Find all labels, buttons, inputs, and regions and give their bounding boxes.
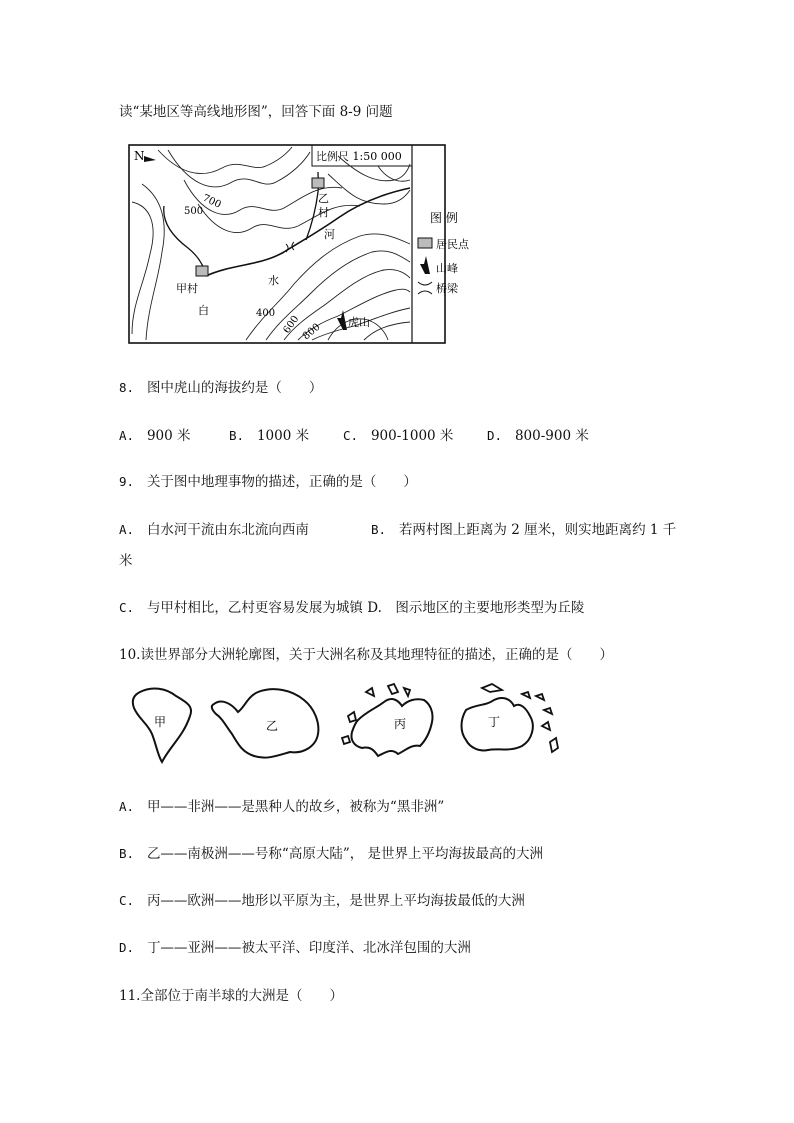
legend-bridge-label: 桥梁 [436, 282, 458, 295]
q9-option-b-text: 若两村图上距离为 2 厘米，则实地距离约 1 千 [398, 522, 677, 538]
q8-stem [119, 378, 322, 398]
q11-stem: 11.全部位于南半球的大洲是（ ） [119, 988, 343, 1004]
yi-village-icon [312, 178, 324, 188]
q8-option-a [119, 426, 191, 446]
question-intro: 读“某地区等高线地形图”，回答下面 8-9 问题 [119, 104, 393, 120]
q10-option-a-letter: A. [119, 799, 135, 814]
label-he: 河 [324, 228, 335, 241]
label-shui: 水 [268, 274, 279, 287]
q8-option-c [343, 426, 453, 446]
q8-text: 图中虎山的海拔约是（ ） [146, 380, 323, 396]
q10-option-c-text: 丙——欧洲——地形以平原为主，是世界上平均海拔最低的大洲 [146, 893, 525, 909]
legend-title: 图 例 [430, 211, 458, 225]
q10-option-d [119, 938, 471, 958]
q9-number: 9. [119, 474, 135, 489]
q8-option-d [487, 426, 589, 446]
continent-label-ding: 丁 [488, 715, 501, 729]
legend-peak-label: 山峰 [436, 262, 458, 275]
q8-option-d-letter: D. [487, 428, 503, 443]
contour-label-500: 500 [184, 206, 204, 217]
q9-option-a-text: 白水河干流由东北流向西南 [146, 522, 309, 538]
map-scale: 比例尺 1:50 000 [316, 150, 402, 163]
label-cun: 村 [318, 206, 329, 219]
contour-label-700: 700 [200, 192, 223, 211]
label-jia-cun: 甲村 [176, 282, 198, 295]
continent-outlines [126, 682, 566, 766]
contour-map [128, 144, 469, 344]
label-yi: 乙 [318, 192, 329, 205]
q10-option-b [119, 844, 543, 864]
q8-option-b-letter: B. [229, 428, 245, 443]
q10-option-d-letter: D. [119, 940, 135, 955]
q10-option-c [119, 891, 525, 911]
q10-option-a [119, 797, 444, 817]
contour-label-400: 400 [256, 308, 276, 319]
q9-option-a [119, 520, 309, 540]
q9-option-b-continuation: 米 [119, 553, 133, 569]
q9-option-c-d [119, 598, 584, 618]
legend-settlement-label: 居民点 [436, 238, 469, 251]
label-bai: 白 [198, 304, 209, 317]
q10-stem: 10.读世界部分大洲轮廓图，关于大洲名称及其地理特征的描述，正确的是（ ） [119, 647, 613, 663]
q8-option-a-text: 900 米 [146, 428, 191, 444]
contour-label-800: 800 [300, 321, 323, 343]
continent-label-bing: 丙 [394, 717, 407, 731]
q9-option-b-letter: B. [371, 522, 387, 537]
q8-option-c-text: 900-1000 米 [370, 428, 454, 444]
q10-option-b-letter: B. [119, 846, 135, 861]
q10-option-c-letter: C. [119, 893, 135, 908]
continent-label-jia: 甲 [154, 715, 167, 729]
label-hushan: 虎山 [348, 316, 370, 329]
q9-option-b [371, 520, 676, 540]
q10-option-a-text: 甲——非洲——是黑种人的故乡，被称为“黑非洲” [146, 799, 445, 815]
q10-option-d-text: 丁——亚洲——被太平洋、印度洋、北冰洋包围的大洲 [146, 940, 471, 956]
q8-option-a-letter: A. [119, 428, 135, 443]
legend-settlement-icon [418, 238, 432, 248]
q9-text: 关于图中地理事物的描述，正确的是（ ） [146, 474, 417, 490]
continent-label-yi: 乙 [266, 719, 279, 733]
q8-option-b-text: 1000 米 [256, 428, 310, 444]
continent-bing-outline [351, 699, 432, 756]
jia-village-icon [196, 266, 208, 276]
q9-stem [119, 472, 417, 492]
q9-option-a-letter: A. [119, 522, 135, 537]
contour-label-600: 600 [281, 313, 302, 336]
q10-option-b-text: 乙——南极洲——号称“高原大陆”， 是世界上平均海拔最高的大洲 [146, 846, 544, 862]
q8-number: 8. [119, 380, 135, 395]
q9-option-c-text: 与甲村相比，乙村更容易发展为城镇 D. 图示地区的主要地形类型为丘陵 [146, 600, 585, 616]
q8-option-b [229, 426, 309, 446]
q9-option-c-letter: C. [119, 600, 135, 615]
north-label: N [134, 149, 145, 163]
q8-option-d-text: 800-900 米 [514, 428, 589, 444]
q8-option-c-letter: C. [343, 428, 359, 443]
